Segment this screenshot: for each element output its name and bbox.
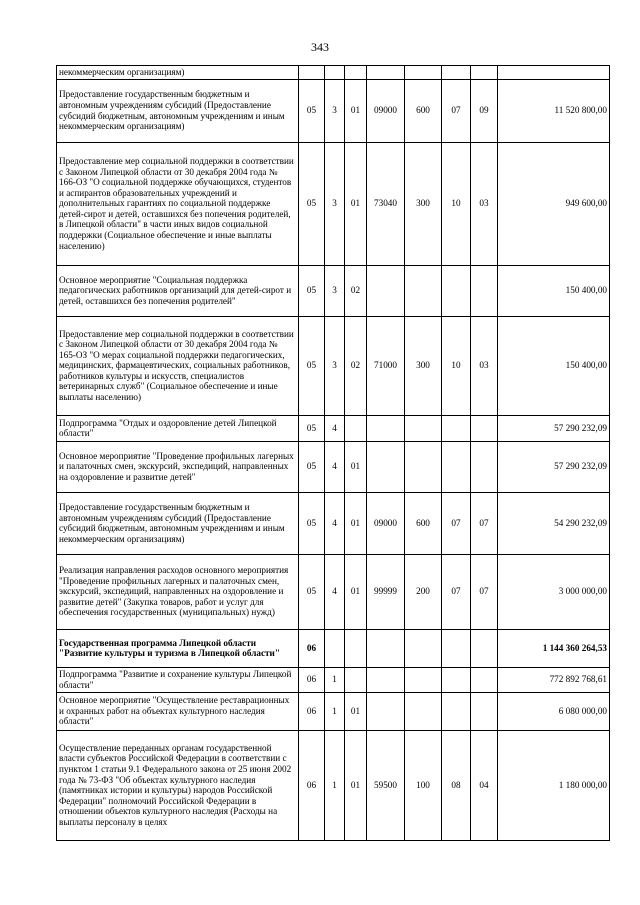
direction-code: 09000	[367, 492, 405, 554]
activity-code: 01	[345, 492, 367, 554]
section-code: 08	[442, 730, 471, 840]
row-description: Основное мероприятие "Социальная поддержка педагогических работников организаций для детей-сирот и детей, оставшихся без попечения родителей"	[57, 265, 299, 316]
subprogram-code: 1	[325, 730, 345, 840]
direction-code: 99999	[367, 554, 405, 629]
row-description: Реализация направления расходов основного мероприятия "Проведение профильных лагерных и палаточных смен, экскурсий, экспедиций, направленных на оздоровление и развитие детей" (Закупка товаров, работ и услуг для обеспечения государственных (муниципальных) нужд)	[57, 554, 299, 629]
expense-type-code: 300	[405, 142, 442, 265]
expense-type-code: 600	[405, 492, 442, 554]
row-description: некоммерческим организациям)	[57, 66, 299, 80]
amount-cell: 11 520 800,00	[498, 79, 610, 142]
section-code: 10	[442, 316, 471, 415]
activity-code	[345, 667, 367, 692]
subprogram-code: 1	[325, 692, 345, 730]
subprogram-code: 3	[325, 316, 345, 415]
program-code: 06	[299, 629, 325, 667]
activity-code: 01	[345, 730, 367, 840]
program-code: 06	[299, 692, 325, 730]
expense-type-code: 300	[405, 316, 442, 415]
direction-code	[367, 667, 405, 692]
table-row	[57, 441, 610, 492]
expense-type-code	[405, 66, 442, 80]
subsection-code: 07	[471, 492, 498, 554]
program-code: 05	[299, 265, 325, 316]
subprogram-code: 3	[325, 142, 345, 265]
direction-code: 59500	[367, 730, 405, 840]
table-row	[57, 316, 610, 415]
direction-code	[367, 265, 405, 316]
amount-cell: 57 290 232,09	[498, 441, 610, 492]
table-row	[57, 692, 610, 730]
direction-code	[367, 441, 405, 492]
subprogram-code: 3	[325, 265, 345, 316]
row-description: Предоставление государственным бюджетным и автономным учреждениям субсидий (Предоставление субсидий бюджетным, автономным учреждениям и иным некоммерческим организациям)	[57, 79, 299, 142]
amount-cell: 54 290 232,09	[498, 492, 610, 554]
activity-code: 01	[345, 142, 367, 265]
section-code	[442, 629, 471, 667]
subsection-code	[471, 667, 498, 692]
direction-code	[367, 629, 405, 667]
row-description: Подпрограмма "Развитие и сохранение культуры Липецкой области"	[57, 667, 299, 692]
program-code: 06	[299, 730, 325, 840]
table-row	[57, 554, 610, 629]
expense-type-code: 200	[405, 554, 442, 629]
expense-type-code	[405, 265, 442, 316]
subprogram-code: 4	[325, 554, 345, 629]
program-code: 05	[299, 79, 325, 142]
activity-code: 01	[345, 441, 367, 492]
expense-type-code	[405, 692, 442, 730]
amount-cell: 949 600,00	[498, 142, 610, 265]
amount-cell: 3 000 000,00	[498, 554, 610, 629]
row-description: Подпрограмма "Отдых и оздоровление детей Липецкой области"	[57, 415, 299, 441]
subsection-code: 04	[471, 730, 498, 840]
program-code: 05	[299, 554, 325, 629]
subprogram-code	[325, 66, 345, 80]
direction-code: 73040	[367, 142, 405, 265]
amount-cell: 57 290 232,09	[498, 415, 610, 441]
row-description: Государственная программа Липецкой области "Развитие культуры и туризма в Липецкой области"	[57, 629, 299, 667]
activity-code: 02	[345, 316, 367, 415]
subprogram-code: 4	[325, 492, 345, 554]
expense-type-code	[405, 415, 442, 441]
subprogram-code: 4	[325, 441, 345, 492]
section-code	[442, 692, 471, 730]
section-code: 07	[442, 492, 471, 554]
program-code: 05	[299, 316, 325, 415]
activity-code	[345, 415, 367, 441]
subsection-code	[471, 66, 498, 80]
activity-code: 02	[345, 265, 367, 316]
direction-code: 71000	[367, 316, 405, 415]
subsection-code	[471, 441, 498, 492]
program-code	[299, 66, 325, 80]
subprogram-code: 1	[325, 667, 345, 692]
subsection-code: 03	[471, 142, 498, 265]
amount-cell: 1 144 360 264,53	[498, 629, 610, 667]
table-row	[57, 79, 610, 142]
row-description: Основное мероприятие "Проведение профильных лагерных и палаточных смен, экскурсий, экспедиций, направленных на оздоровление и развитие детей"	[57, 441, 299, 492]
subprogram-code	[325, 629, 345, 667]
activity-code	[345, 66, 367, 80]
direction-code: 09000	[367, 79, 405, 142]
row-description: Осуществление переданных органам государственной власти субъектов Российской Федерации в соответствии с пунктом 1 статьи 9.1 Федерального закона от 25 июня 2002 года № 73-ФЗ "Об объектах культурного наследия (памятниках истории и культуры) народов Российской Федерации" полномочий Российской Федерации в отношении объектов культурного наследия (Расходы на выплаты персоналу в целях	[57, 730, 299, 840]
amount-cell	[498, 66, 610, 80]
activity-code: 01	[345, 692, 367, 730]
section-code	[442, 415, 471, 441]
section-code	[442, 66, 471, 80]
direction-code	[367, 66, 405, 80]
expense-type-code	[405, 629, 442, 667]
row-description: Предоставление государственным бюджетным и автономным учреждениям субсидий (Предоставление субсидий бюджетным, автономным учреждениям и иным некоммерческим организациям)	[57, 492, 299, 554]
amount-cell: 1 180 000,00	[498, 730, 610, 840]
page-number: 343	[311, 40, 329, 54]
subsection-code	[471, 692, 498, 730]
program-code: 06	[299, 667, 325, 692]
table-row	[57, 66, 610, 80]
section-code: 07	[442, 79, 471, 142]
table-row	[57, 667, 610, 692]
section-code	[442, 441, 471, 492]
section-code	[442, 265, 471, 316]
subprogram-code: 4	[325, 415, 345, 441]
program-code: 05	[299, 492, 325, 554]
row-description: Основное мероприятие "Осуществление реставрационных и охранных работ на объектах культурного наследия области"	[57, 692, 299, 730]
program-code: 05	[299, 415, 325, 441]
subsection-code: 09	[471, 79, 498, 142]
direction-code	[367, 692, 405, 730]
row-description: Предоставление мер социальной поддержки в соответствии с Законом Липецкой области от 30 декабря 2004 года № 165-ОЗ "О мерах социальной поддержки педагогических, медицинских, фармацевтических, социальных работников, работников культуры и искусств, специалистов ветеринарных служб" (Социальное обеспечение и иные выплаты населению)	[57, 316, 299, 415]
program-code: 05	[299, 142, 325, 265]
subsection-code: 07	[471, 554, 498, 629]
section-code: 07	[442, 554, 471, 629]
expense-type-code	[405, 441, 442, 492]
subprogram-code: 3	[325, 79, 345, 142]
activity-code: 01	[345, 79, 367, 142]
amount-cell: 150 400,00	[498, 316, 610, 415]
budget-table	[56, 65, 610, 841]
direction-code	[367, 415, 405, 441]
table-row	[57, 415, 610, 441]
table-row	[57, 629, 610, 667]
table-row	[57, 492, 610, 554]
section-code: 10	[442, 142, 471, 265]
amount-cell: 772 892 768,61	[498, 667, 610, 692]
amount-cell: 150 400,00	[498, 265, 610, 316]
program-code: 05	[299, 441, 325, 492]
subsection-code	[471, 265, 498, 316]
subsection-code: 03	[471, 316, 498, 415]
table-row	[57, 142, 610, 265]
expense-type-code	[405, 667, 442, 692]
table-row	[57, 265, 610, 316]
expense-type-code: 600	[405, 79, 442, 142]
subsection-code	[471, 415, 498, 441]
row-description: Предоставление мер социальной поддержки в соответствии с Законом Липецкой области от 30 декабря 2004 года № 166-ОЗ "О социальной поддержке обучающихся, студентов и аспирантов образовательных учреждений и дополнительных гарантиях по социальной поддержке детей-сирот и детей, оставшихся без попечения родителей, в Липецкой области" в части иных видов социальной поддержки (Социальное обеспечение и иные выплаты населению)	[57, 142, 299, 265]
activity-code	[345, 629, 367, 667]
subsection-code	[471, 629, 498, 667]
expense-type-code: 100	[405, 730, 442, 840]
activity-code: 01	[345, 554, 367, 629]
table-row	[57, 730, 610, 840]
section-code	[442, 667, 471, 692]
amount-cell: 6 080 000,00	[498, 692, 610, 730]
